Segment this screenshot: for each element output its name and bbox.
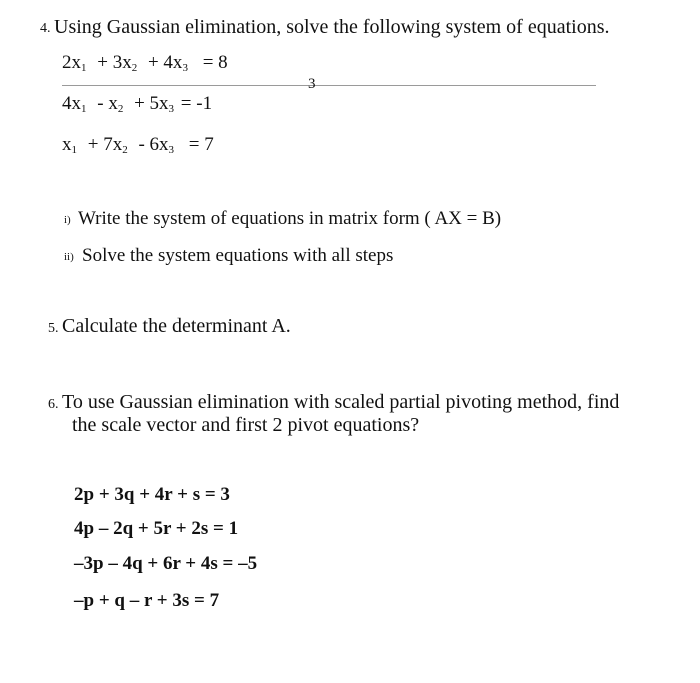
q4-part-i-number: i): [64, 214, 71, 226]
q5-number: 5.: [48, 321, 59, 336]
q6-equation-4: –p + q – r + 3s = 7: [74, 590, 220, 611]
q4-number: 4.: [40, 21, 51, 36]
stray-mark: 3: [308, 76, 316, 92]
q6-equation-2: 4p – 2q + 5r + 2s = 1: [74, 518, 239, 539]
divider-line: [62, 85, 596, 86]
q4-equation-1: $2x_1 + 3x_2 + 4x_3 = 8$: [62, 52, 228, 74]
q4-prompt: Using Gaussian elimination, solve the following system of equations.: [54, 16, 610, 38]
q5-prompt: Calculate the determinant A.: [62, 315, 291, 337]
q4-equation-2: $4x_1 - x_2 + 5x_3 = -1$: [62, 93, 213, 115]
q6-equation-1: 2p + 3q + 4r + s = 3: [74, 484, 230, 505]
q6-equation-3: –3p – 4q + 6r + 4s = –5: [74, 553, 258, 574]
q6-prompt-line-1: To use Gaussian elimination with scaled partial pivoting method, find: [62, 391, 620, 413]
q6-number: 6.: [48, 397, 59, 412]
q4-part-ii-text: Solve the system equations with all steps: [82, 245, 394, 266]
q4-equation-3: $x_1 + 7x_2 - 6x_3 = 7$: [62, 134, 214, 156]
q6-prompt-line-2: the scale vector and first 2 pivot equations?: [72, 414, 420, 436]
q4-part-ii-number: ii): [64, 251, 74, 263]
q4-part-i-text: Write the system of equations in matrix form ( AX = B): [78, 208, 502, 229]
